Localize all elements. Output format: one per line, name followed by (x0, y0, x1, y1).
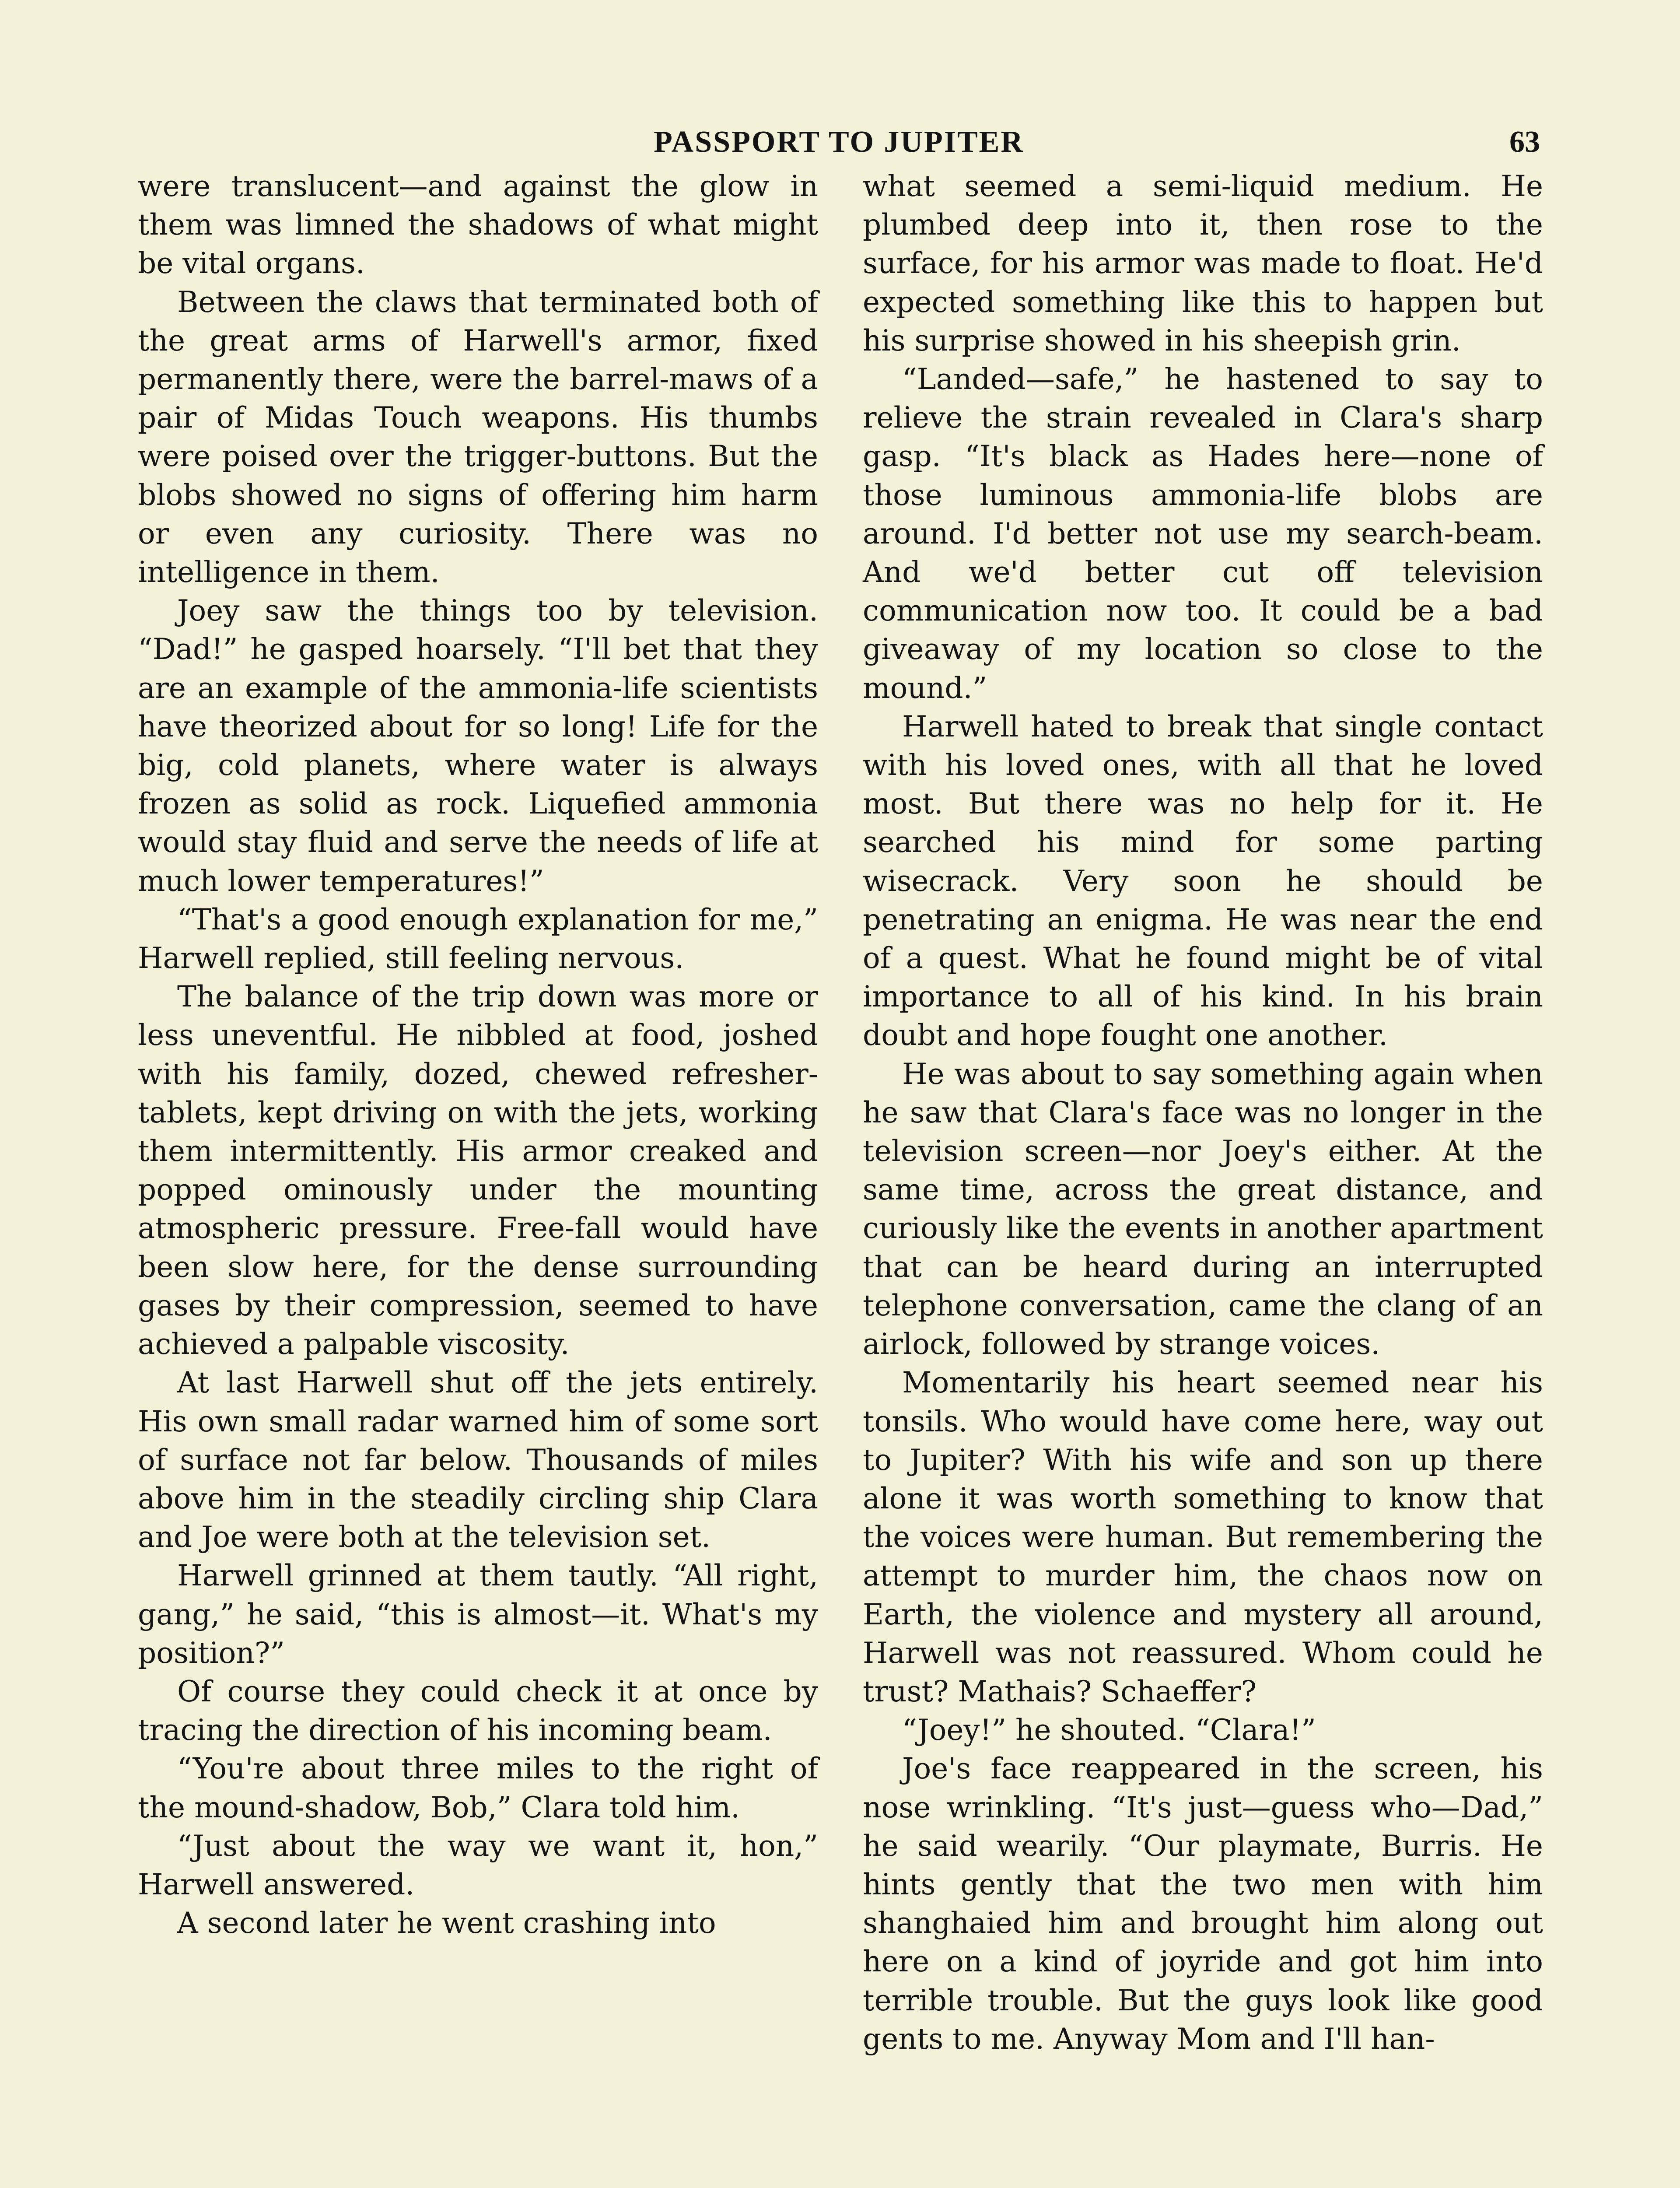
paragraph: “Just about the way we want it, hon,” Harwell answered. (138, 1829, 818, 1901)
paragraph: The balance of the trip down was more or less uneventful. He nibbled at food, joshed with his family, dozed, chewed refresher-tablets, kept driving on with the jets, working them intermittently. His armor creaked and popped ominously under the mounting atmospheric pressure. Free-fall would have been slow here, for the dense surrounding gases by their compression, seemed to have achieved a palpable viscosity. (138, 980, 818, 1361)
page-header (138, 123, 1540, 162)
left-column (138, 167, 818, 1943)
paragraph: At last Harwell shut off the jets entirely. His own small radar warned him of some sort of surface not far below. Thousands of miles above him in the steadily circling ship Clara and Joe were both at the television set. (138, 1366, 818, 1554)
paragraph: A second later he went crashing into (177, 1906, 716, 1940)
paragraph: what seemed a semi-liquid medium. He plumbed deep into it, then rose to the surface, for his armor was made to float. He'd expected something like this to happen but his surprise showed in his sheepish grin. (863, 169, 1543, 358)
paragraph: “You're about three miles to the right of the mound-shadow, Bob,” Clara told him. (138, 1752, 818, 1824)
paragraph: Momentarily his heart seemed near his tonsils. Who would have come here, way out to Jupiter? With his wife and son up there alone it was worth something to know that the voices were human. But remembering the attempt to murder him, the chaos now on Earth, the violence and mystery all around, Harwell was not reassured. Whom could he trust? Mathais? Schaeffer? (863, 1366, 1543, 1708)
paragraph: were translucent—and against the glow in them was limned the shadows of what might be vital organs. (138, 169, 818, 281)
paragraph: Harwell grinned at them tautly. “All right, gang,” he said, “this is almost—it. What's my position?” (138, 1559, 818, 1670)
page-number: 63 (1509, 125, 1540, 159)
paragraph: “That's a good enough explanation for me,” Harwell replied, still feeling nervous. (138, 902, 818, 975)
paragraph: Harwell hated to break that single contact with his loved ones, with all that he loved most. But there was no help for it. He searched his mind for some parting wisecrack. Very soon he should be penetrating an enigma. He was near the end of a quest. What he found might be of vital importance to all of his kind. In his brain doubt and hope fought one another. (863, 709, 1543, 1052)
paragraph: “Joey!” he shouted. “Clara!” (902, 1713, 1316, 1747)
paragraph: Between the claws that terminated both of the great arms of Harwell's armor, fixed permanently there, were the barrel-maws of a pair of Midas Touch weapons. His thumbs were poised over the trigger-buttons. But the blobs showed no signs of offering him harm or even any curiosity. There was no intelligence in them. (138, 285, 818, 589)
paragraph: Joe's face reappeared in the screen, his nose wrinkling. “It's just—guess who—Dad,” he said wearily. “Our playmate, Burris. He hints gently that the two men with him shanghaied him and brought him along out here on a kind of joyride and got him into terrible trouble. But the guys look like good gents to me. Anyway Mom and I'll han- (863, 1752, 1543, 2056)
paragraph: Of course they could check it at once by tracing the direction of his incoming beam. (138, 1674, 818, 1747)
running-title: PASSPORT TO JUPITER (654, 125, 1024, 159)
paragraph: He was about to say something again when he saw that Clara's face was no longer in the television screen—nor Joey's either. At the same time, across the great distance, and curiously like the events in another apartment that can be heard during an interrupted telephone conversation, came the clang of an airlock, followed by strange voices. (863, 1057, 1543, 1361)
right-column (863, 167, 1543, 2058)
paragraph: “Landed—safe,” he hastened to say to relieve the strain revealed in Clara's sharp gasp. “It's black as Hades here—none of those luminous ammonia-life blobs are around. I'd better not use my search-beam. And we'd better cut off television communication now too. It could be a bad giveaway of my location so close to the mound.” (863, 362, 1543, 705)
paragraph: Joey saw the things too by television. “Dad!” he gasped hoarsely. “I'll bet that they are an example of the ammonia-life scientists have theorized about for so long! Life for the big, cold planets, where water is always frozen as solid as rock. Liquefied ammonia would stay fluid and serve the needs of life at much lower temperatures!” (138, 594, 818, 898)
